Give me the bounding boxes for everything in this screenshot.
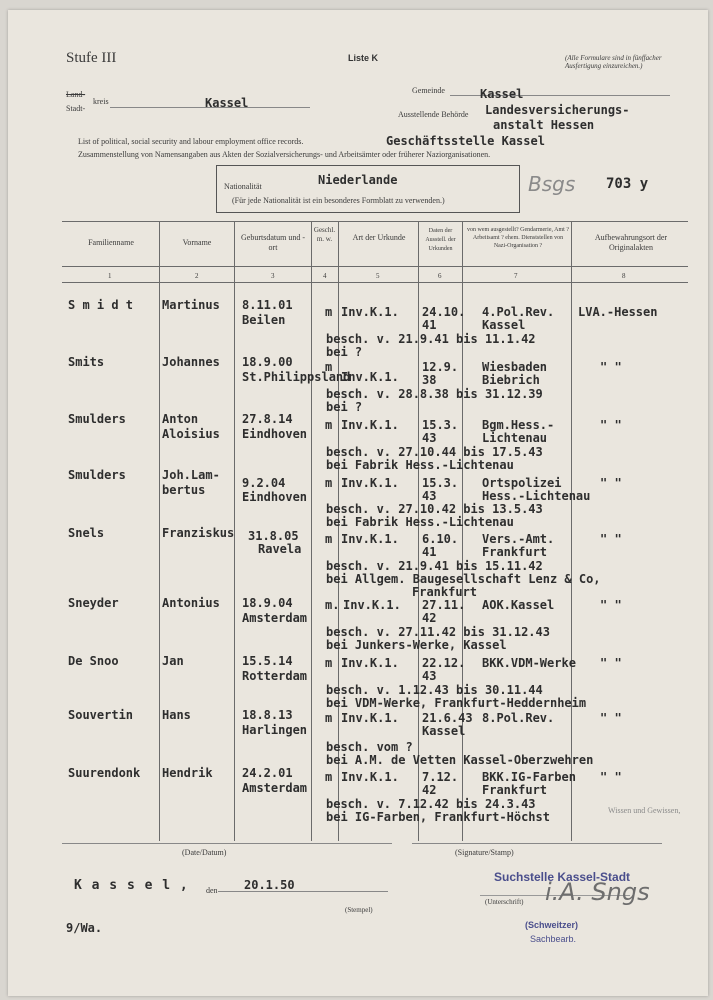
row-vorname-2: bertus	[162, 483, 206, 497]
row-bei-cont: Frankfurt	[412, 585, 478, 599]
row-besch: besch. v. 1.12.43 bis 30.11.44	[326, 683, 543, 697]
behoerde-value-3: Geschäftsstelle Kassel	[386, 134, 545, 148]
row-ort: Amsterdam	[242, 781, 308, 795]
date-line	[62, 843, 392, 844]
row-ort: Amsterdam	[242, 611, 308, 625]
row-dat1: 21.6.43	[422, 711, 473, 725]
row-art: Inv.K.1.	[341, 370, 399, 384]
table-top-line	[62, 221, 688, 222]
row-dat1: 27.11.	[422, 598, 466, 612]
row-name: Suurendonk	[68, 766, 141, 780]
behoerde-value-2: anstalt Hessen	[493, 118, 595, 132]
row-ort: Eindhoven	[242, 427, 308, 441]
row-dat2: 41	[422, 318, 437, 332]
col-num: 3	[271, 272, 275, 280]
row-bei: bei Fabrik Hess.-Lichtenau	[326, 515, 514, 529]
row-besch: besch. v. 27.11.42 bis 31.12.43	[326, 625, 550, 639]
date-value: 20.1.50	[244, 878, 295, 892]
col-num: 6	[438, 272, 442, 280]
row-von2: Kassel	[422, 724, 466, 738]
row-geb: 18.9.04	[242, 596, 293, 610]
row-von1: Wiesbaden	[482, 360, 548, 374]
row-dat1: 24.10.	[422, 305, 466, 319]
row-geschlecht: m	[325, 770, 333, 784]
list-english: List of political, social security and labour employment office records.	[78, 137, 304, 146]
col-divider	[571, 221, 572, 841]
den-label: den	[206, 886, 218, 895]
row-ort: Ravela	[258, 542, 302, 556]
row-dat2: 43	[422, 489, 437, 503]
place: K a s s e l ,	[74, 878, 189, 893]
row-ort: St.Philippsland	[242, 370, 351, 384]
col-header-vorname: Vorname	[182, 238, 212, 247]
row-besch: besch. v. 27.10.44 bis 17.5.43	[326, 445, 543, 459]
row-name: De Snoo	[68, 654, 119, 668]
row-geschlecht: m	[325, 532, 333, 546]
row-vorname: Anton	[162, 412, 199, 426]
col-header-aufbewahrung: Aufbewahrungsort der Originalakten	[594, 233, 668, 252]
row-besch: besch. v. 21.9.41 bis 15.11.42	[326, 559, 543, 573]
behoerde-value-1: Landesversicherungs-	[485, 103, 630, 117]
row-art: Inv.K.1.	[341, 770, 399, 784]
col-divider	[418, 221, 419, 841]
row-besch: besch. vom ?	[326, 740, 413, 754]
row-name: S m i d t	[68, 298, 134, 312]
row-vorname: Jan	[162, 654, 184, 668]
col-header-art: Art der Urkunde	[352, 233, 406, 242]
row-dat1: 22.12.	[422, 656, 466, 670]
forms-note: (Alle Formulare sind in fünffacher Ausfertigung einzureichen.)	[565, 54, 662, 70]
row-dat2: 42	[422, 611, 437, 625]
row-ort: Harlingen	[242, 723, 308, 737]
row-dat1: 7.12.	[422, 770, 459, 784]
row-aufb: " "	[600, 532, 622, 546]
row-geb: 24.2.01	[242, 766, 293, 780]
row-besch: besch. v. 27.10.42 bis 13.5.43	[326, 502, 543, 516]
row-bei: bei Junkers-Werke, Kassel	[326, 638, 507, 652]
stamp-role: Sachbearb.	[530, 934, 577, 944]
row-geschlecht: m.	[325, 598, 340, 612]
row-dat1: 6.10.	[422, 532, 459, 546]
row-art: Inv.K.1.	[343, 598, 401, 612]
behoerde-label: Ausstellende Behörde	[398, 110, 469, 119]
signature-line	[412, 843, 662, 844]
col-num: 8	[622, 272, 626, 280]
date-label: (Date/Datum)	[182, 848, 227, 857]
row-ort: Beilen	[242, 313, 286, 327]
row-geb: 31.8.05	[248, 529, 299, 543]
row-vorname: Franziskus	[162, 526, 235, 540]
row-name: Sneyder	[68, 596, 119, 610]
row-aufb: " "	[600, 360, 622, 374]
stadt-label: Stadt-	[66, 104, 86, 113]
row-geschlecht: m	[325, 711, 333, 725]
stamp-office: Suchstelle Kassel-Stadt	[494, 870, 631, 884]
row-bei: bei VDM-Werke, Frankfurt-Heddernheim	[326, 696, 587, 710]
row-von1: Vers.-Amt.	[482, 532, 555, 546]
row-dat1: 12.9.	[422, 360, 459, 374]
row-aufb: LVA.-Hessen	[578, 305, 658, 319]
row-name: Souvertin	[68, 708, 134, 722]
row-geb: 18.9.00	[242, 355, 293, 369]
row-name: Smulders	[68, 412, 126, 426]
row-art: Inv.K.1.	[341, 532, 399, 546]
row-aufb: " "	[600, 598, 622, 612]
row-von1: AOK.Kassel	[482, 598, 555, 612]
header-line	[62, 266, 688, 267]
row-von2: Frankfurt	[482, 545, 548, 559]
row-von2: Hess.-Lichtenau	[482, 489, 591, 503]
gemeinde-label: Gemeinde	[412, 86, 445, 95]
liste-label: Liste K	[348, 53, 379, 63]
col-header-geburtsdatum: Geburtsdatum und -ort	[241, 233, 305, 252]
col-num: 2	[195, 272, 199, 280]
unterschrift-label: (Unterschrift)	[485, 898, 524, 906]
row-vorname: Antonius	[162, 596, 220, 610]
row-aufb: " "	[600, 770, 622, 784]
row-bei: bei Allgem. Baugesellschaft Lenz & Co,	[326, 572, 601, 586]
row-vorname: Joh.Lam-	[162, 468, 220, 482]
row-ort: Rotterdam	[242, 669, 308, 683]
row-dat1: 15.3.	[422, 476, 459, 490]
col-header-daten: Daten der Ausstell. der Urkunden	[425, 228, 456, 252]
kreis-value: Kassel	[205, 96, 249, 110]
col-divider	[311, 221, 312, 841]
row-besch: besch. v. 21.9.41 bis 11.1.42	[326, 332, 536, 346]
row-besch: besch. v. 7.12.42 bis 24.3.43	[326, 797, 536, 811]
row-geschlecht: m	[325, 360, 333, 374]
row-von2: Kassel	[482, 318, 526, 332]
row-dat2: 43	[422, 669, 437, 683]
row-bei: bei IG-Farben, Frankfurt-Höchst	[326, 810, 550, 824]
row-von2: Frankfurt	[482, 783, 548, 797]
row-vorname: Hendrik	[162, 766, 213, 780]
row-aufb: " "	[600, 476, 622, 490]
row-aufb: " "	[600, 656, 622, 670]
handwritten-signature: i.A. Sngs	[545, 878, 650, 906]
row-geb: 8.11.01	[242, 298, 293, 312]
row-von1: BKK.IG-Farben	[482, 770, 576, 784]
document-number: 703 y	[606, 176, 649, 192]
number-line	[62, 282, 688, 283]
faint-text: Wissen und Gewissen,	[608, 806, 681, 815]
kreis-label: kreis	[93, 97, 109, 106]
row-bei: bei ?	[326, 400, 363, 414]
row-aufb: " "	[600, 711, 622, 725]
row-name: Smits	[68, 355, 105, 369]
row-vorname: Martinus	[162, 298, 220, 312]
row-art: Inv.K.1.	[341, 711, 399, 725]
row-dat2: 43	[422, 431, 437, 445]
row-geb: 15.5.14	[242, 654, 293, 668]
row-von1: Ortspolizei	[482, 476, 562, 490]
list-german: Zusammenstellung von Namensangaben aus Akten der Sozialversicherungs- und Arbeitsämter oder früherer Naziorganisationen.	[78, 150, 491, 159]
row-geb: 27.8.14	[242, 412, 293, 426]
signature-label: (Signature/Stamp)	[455, 848, 514, 857]
nationality-note: (Für jede Nationalität ist ein besonderes Formblatt zu verwenden.)	[232, 196, 445, 205]
reference: 9/Wa.	[66, 921, 103, 935]
row-von1: BKK.VDM-Werke	[482, 656, 576, 670]
col-header-von-wem: von wem ausgestellt? Gendarmerie, Amt ? Arbeitsamt ? ehem. Dienststellen von Nazi-Organisation ?	[467, 227, 569, 249]
row-vorname: Hans	[162, 708, 191, 722]
row-geschlecht: m	[325, 476, 333, 490]
stufe-label: Stufe III	[66, 50, 117, 66]
row-vorname: Johannes	[162, 355, 220, 369]
row-geschlecht: m	[325, 305, 333, 319]
row-geschlecht: m	[325, 656, 333, 670]
row-bei: bei A.M. de Vetten Kassel-Oberzwehren	[326, 753, 594, 767]
row-besch: besch. v. 28.8.38 bis 31.12.39	[326, 387, 543, 401]
row-dat2: 41	[422, 545, 437, 559]
row-dat2: 42	[422, 783, 437, 797]
pencil-annotation: Bsgs	[528, 172, 576, 196]
row-von1: 4.Pol.Rev.	[482, 305, 555, 319]
col-header-familienname: Familienname	[88, 238, 134, 247]
row-von1: Bgm.Hess.-	[482, 418, 555, 432]
nationality-label: Nationalität	[224, 182, 262, 191]
stempel-label: (Stempel)	[345, 906, 373, 914]
row-art: Inv.K.1.	[341, 305, 399, 319]
col-num: 5	[376, 272, 380, 280]
gemeinde-value: Kassel	[480, 87, 524, 101]
row-art: Inv.K.1.	[341, 476, 399, 490]
row-geschlecht: m	[325, 418, 333, 432]
col-num: 1	[108, 272, 112, 280]
col-num: 7	[514, 272, 518, 280]
row-geb: 9.2.04	[242, 476, 286, 490]
row-geb: 18.8.13	[242, 708, 293, 722]
row-aufb: " "	[600, 418, 622, 432]
row-von1: 8.Pol.Rev.	[482, 711, 555, 725]
col-num: 4	[323, 272, 327, 280]
nationality-value: Niederlande	[318, 173, 398, 187]
row-name: Smulders	[68, 468, 126, 482]
row-name: Snels	[68, 526, 105, 540]
row-vorname-2: Aloisius	[162, 427, 220, 441]
row-dat2: 38	[422, 373, 437, 387]
land-label: Land-	[66, 90, 86, 99]
row-bei: bei Fabrik Hess.-Lichtenau	[326, 458, 514, 472]
row-dat1: 15.3.	[422, 418, 459, 432]
row-von2: Biebrich	[482, 373, 540, 387]
row-art: Inv.K.1.	[341, 418, 399, 432]
stamp-name: (Schweitzer)	[525, 920, 579, 930]
col-divider	[159, 221, 160, 841]
col-header-geschlecht: Geschl. m. w.	[313, 226, 336, 243]
row-art: Inv.K.1.	[341, 656, 399, 670]
row-ort: Eindhoven	[242, 490, 308, 504]
row-bei: bei ?	[326, 345, 363, 359]
row-von2: Lichtenau	[482, 431, 548, 445]
